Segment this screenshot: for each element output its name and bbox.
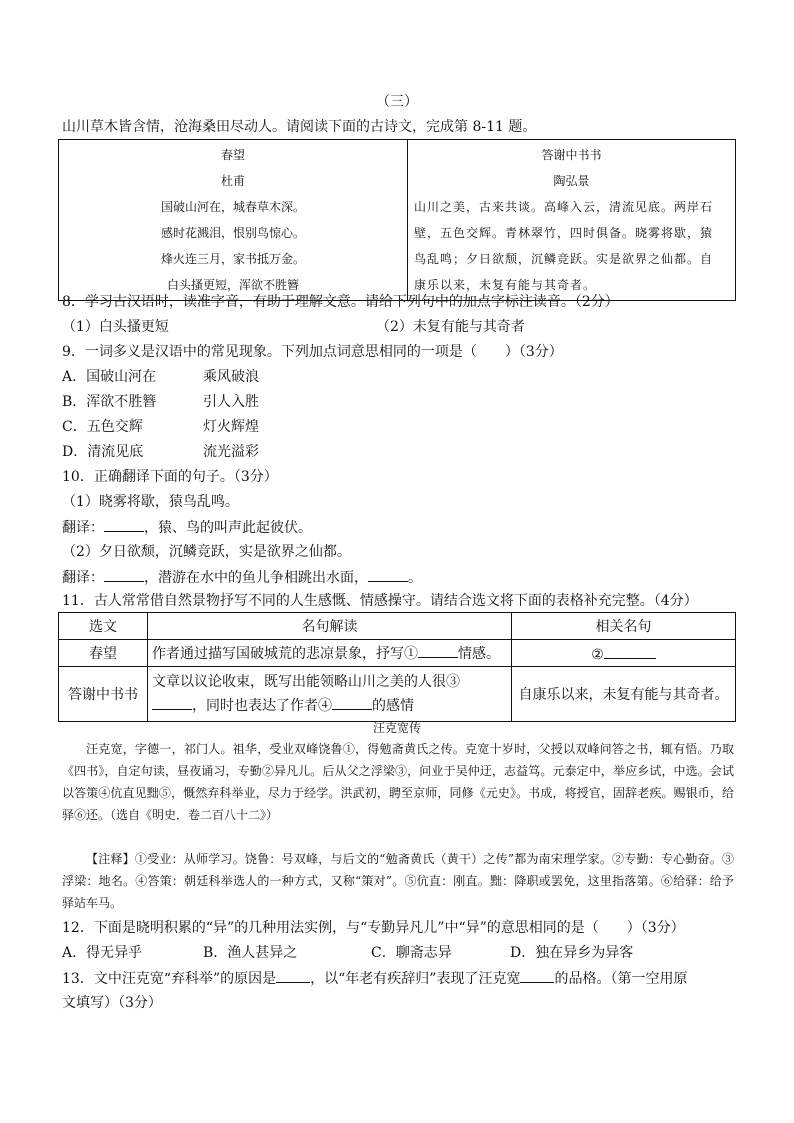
q12-option-d: D．独在异乡为异客 [510, 945, 634, 961]
q9-option-b: B．浑欲不胜簪 [62, 394, 157, 410]
cell-text: 文章以议论收束，既写出能领略山川之美的人很③ [152, 674, 460, 690]
answer-blank[interactable] [604, 644, 656, 659]
cell-text: 作者通过描写国破城荒的悲凉景象，抒写① [152, 646, 418, 662]
q13-line-1 [62, 968, 687, 989]
passage-title: 汪克宽传 [372, 721, 421, 735]
q11-table [58, 612, 736, 722]
answer-blank[interactable] [104, 567, 144, 582]
q8-stem: 8．学习古汉语时，读准字音，有助于理解文意。请给下列句中的加点字标注读音。（2分） [62, 294, 619, 310]
answer-blank[interactable] [104, 517, 144, 532]
translation-text: ，潜游在水中的鱼儿争相跳出水面， [144, 570, 368, 586]
q9-stem: 9．一词多义是汉语中的常见现象。下列加点词意思相同的一项是（ ）（3分） [62, 344, 563, 360]
table-cell [512, 640, 736, 667]
prose-daxie [408, 140, 736, 301]
poem-line: 白头搔更短，浑欲不胜簪 [166, 278, 299, 292]
section-number: （三） [376, 94, 418, 110]
table-header: 选文 [59, 613, 148, 640]
q9-option-d: D．清流见底 [62, 444, 144, 460]
poem-line: 感时花溅泪，恨别鸟惊心。 [160, 226, 305, 240]
q12-option-a: A．得无异乎 [62, 945, 143, 961]
poem-title: 春望 [220, 148, 245, 162]
table-cell [148, 667, 512, 722]
passage-body: 汪克宽，字德一，祁门人。祖华，受业双峰饶鲁①，得勉斋黄氏之传。克宽十岁时，父授以双峰问答之书，辄有悟。乃取《四书》，自定句读，昼夜诵习，专勤②异凡儿。后从父之浮梁③，问业于吴仲迂，志益笃。元泰定中，举应乡试，中选。会试以答策④伉直见黜⑤，慨然弃科举业，尽力于经学。洪武初，聘至京师，同修《元史》。书成，将授官，固辞老疾。赐银币，给驿⑥还。（选自《明史．卷二百八十二》） [62, 742, 734, 822]
prose-author: 陶弘景 [553, 174, 590, 188]
table-cell [148, 640, 512, 667]
q10-translation-1 [62, 517, 312, 538]
poem-chunwang [59, 140, 408, 301]
q8-item-2: （2）未复有能与其奇者 [376, 319, 525, 335]
prose-line: 康乐以来，未复有能与其奇者。 [414, 278, 597, 292]
answer-blank[interactable] [520, 968, 554, 983]
table-header-row [59, 613, 736, 640]
q13-text: 13．文中汪克宽“弃科举”的原因是 [62, 971, 277, 987]
table-header: 相关名句 [512, 613, 736, 640]
q10-translation-2 [62, 567, 422, 588]
q9-option-c: C．五色交辉 [62, 419, 143, 435]
answer-blank[interactable] [418, 643, 458, 658]
q9-option-b-pair: 引人入胜 [203, 394, 259, 410]
q12-stem: 12．下面是晓明积累的“异”的几种用法实例，与“专勤异凡儿”中“异”的意思相同的是（ ）（3分） [62, 920, 685, 936]
translation-text: 。 [408, 570, 422, 586]
table-row [59, 667, 736, 722]
table-cell: 答谢中书书 [59, 667, 148, 722]
q9-option-a: A．国破山河在 [62, 369, 157, 385]
q9-option-a-pair: 乘风破浪 [203, 369, 259, 385]
cell-text: 的感情 [372, 698, 414, 714]
passage-note: 【注释】①受业：从师学习。饶鲁：号双峰，与后文的“勉斋黄氏（黄干）之传”都为南宋理学家。②专勤：专心勤奋。③浮梁：地名。④答策：朝廷科举选人的一种方式，又称“策对”。⑤伉直：刚直。黜：降职或罢免，这里指落第。⑥给驿：给予驿站车马。 [62, 852, 734, 910]
poem-line: 国破山河在，城春草木深。 [160, 200, 305, 214]
table-cell: 春望 [59, 640, 148, 667]
section-intro: 山川草木皆含情，沧海桑田尽动人。请阅读下面的古诗文，完成第 8-11 题。 [62, 119, 537, 135]
q10-sentence-1: （1）晓雾将歇，猿鸟乱鸣。 [62, 494, 239, 510]
q12-option-b: B．渔人甚异之 [203, 945, 298, 961]
translation-label: 翻译： [62, 520, 104, 536]
prose-line: 鸟乱鸣；夕日欲颓，沉鳞竞跃。实是欲界之仙都。自 [414, 252, 714, 266]
q13-line-2: 文填写）（3分） [62, 995, 162, 1011]
poem-table [58, 139, 736, 301]
q9-option-d-pair: 流光溢彩 [203, 444, 259, 460]
q13-text: 的品格。（第一空用原 [554, 971, 688, 987]
q12-option-c: C．聊斋志异 [371, 945, 452, 961]
prose-title: 答谢中书书 [541, 148, 602, 162]
translation-label: 翻译： [62, 570, 104, 586]
cell-text: ，同时也表达了作者④ [192, 698, 332, 714]
prose-line: 壁，五色交辉。青林翠竹，四时俱备。晓雾将歇，猿 [414, 226, 714, 240]
poem-author: 杜甫 [220, 174, 245, 188]
q9-option-c-pair: 灯火辉煌 [203, 419, 259, 435]
q13-text: ，以“年老有疾辞归”表现了汪克宽 [310, 971, 521, 987]
cell-text: 情感。 [458, 646, 500, 662]
cell-text: ② [591, 646, 604, 663]
answer-blank[interactable] [332, 695, 372, 710]
q10-stem: 10．正确翻译下面的句子。（3分） [62, 469, 278, 485]
q11-stem: 11．古人常常借自然景物抒写不同的人生感慨、情感操守。请结合选文将下面的表格补充完整。（4分） [62, 593, 698, 609]
answer-blank[interactable] [152, 695, 192, 710]
q10-sentence-2: （2）夕日欲颓，沉鳞竞跃，实是欲界之仙都。 [62, 544, 351, 560]
table-row [59, 640, 736, 667]
prose-line: 山川之美，古来共谈。高峰入云，清流见底。两岸石 [414, 200, 714, 214]
q8-item-1: （1）白头搔更短 [62, 319, 169, 335]
answer-blank[interactable] [368, 567, 408, 582]
table-cell: 自康乐以来，未复有能与其奇者。 [512, 667, 736, 722]
translation-text: ，猿、鸟的叫声此起彼伏。 [144, 520, 312, 536]
answer-blank[interactable] [276, 968, 310, 983]
table-header: 名句解读 [148, 613, 512, 640]
poem-line: 烽火连三月，家书抵万金。 [160, 252, 305, 266]
